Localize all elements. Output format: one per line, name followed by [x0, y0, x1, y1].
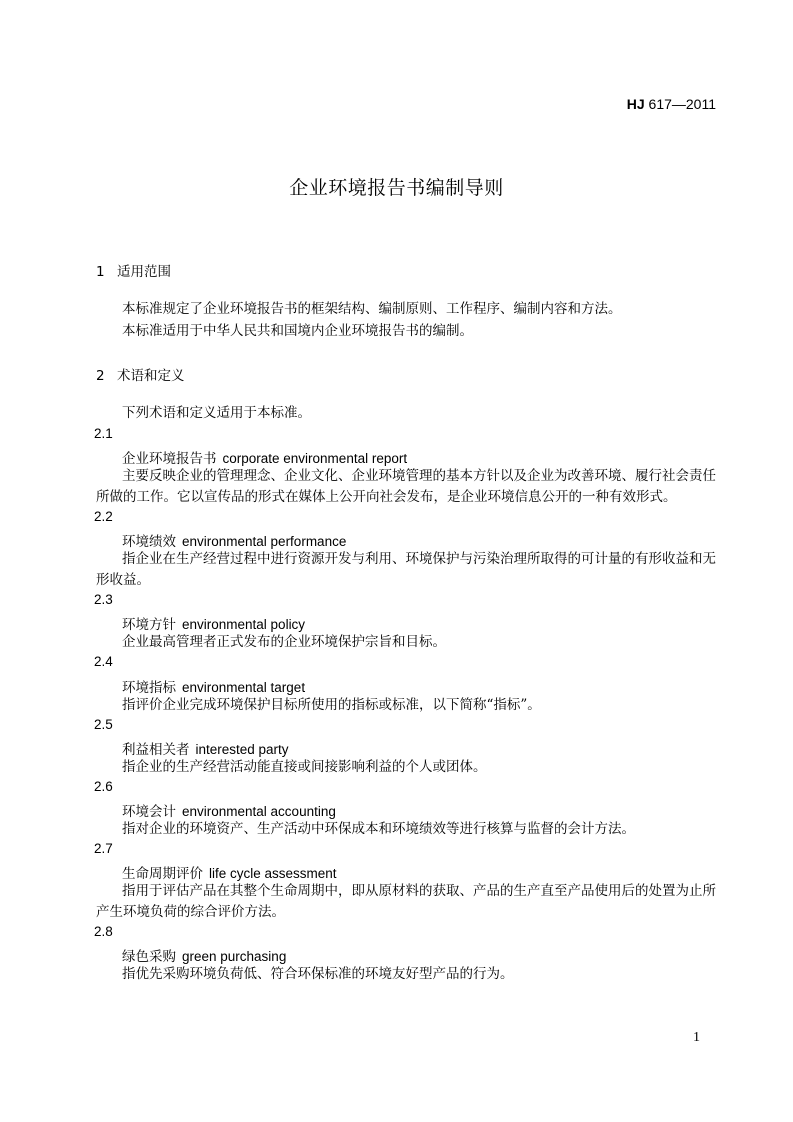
term-name: [122, 447, 407, 467]
term-definition: 指企业的生产经营活动能直接或间接影响利益的个人或团体。: [122, 759, 487, 775]
term-definition: 企业最高管理者正式发布的企业环境保护宗旨和目标。: [122, 634, 446, 650]
term-definition: 主要反映企业的管理理念、企业文化、企业环境管理的基本方针以及企业为改善环境、履行社会责任所做的工作。它以宣传品的形式在媒体上公开向社会发布，是企业环境信息公开的一种有效形式。: [96, 468, 716, 505]
term-number: 2.2: [94, 509, 113, 524]
section-number: 1: [96, 264, 105, 280]
term-name: [122, 676, 305, 696]
scope-paragraph-1: 本标准规定了企业环境报告书的框架结构、编制原则、工作程序、编制内容和方法。: [122, 301, 622, 317]
term-name-zh: 环境指标: [122, 680, 176, 696]
term-number: 2.3: [94, 592, 113, 607]
standard-code: [627, 96, 716, 112]
term-definition: 指企业在生产经营过程中进行资源开发与利用、环境保护与污染治理所取得的可计量的有形收益和无形收益。: [96, 551, 716, 588]
term-definition: 指对企业的环境资产、生产活动中环保成本和环境绩效等进行核算与监督的会计方法。: [122, 821, 635, 837]
term-number: 2.6: [94, 779, 113, 794]
document-title: 企业环境报告书编制导则: [289, 177, 504, 199]
term-definition: 指优先采购环境负荷低、符合环保标准的环境友好型产品的行为。: [122, 966, 514, 982]
term-name-en: green purchasing: [182, 949, 287, 964]
term-name-en: environmental performance: [182, 534, 347, 549]
term-number: 2.1: [94, 426, 113, 441]
term-name: [122, 945, 286, 965]
term-number: 2.7: [94, 841, 113, 856]
scope-paragraph-2: 本标准适用于中华人民共和国境内企业环境报告书的编制。: [122, 323, 473, 339]
terms-intro-paragraph: 下列术语和定义适用于本标准。: [122, 405, 311, 421]
term-name-en: life cycle assessment: [209, 866, 337, 881]
term-name-en: environmental target: [182, 680, 306, 695]
term-name-zh: 利益相关者: [122, 742, 190, 758]
term-name: [122, 800, 336, 820]
section-title: 适用范围: [117, 264, 171, 280]
term-name-zh: 企业环境报告书: [122, 451, 217, 467]
term-number: 2.4: [94, 654, 113, 669]
section-2-heading: [96, 364, 185, 384]
term-name-zh: 绿色采购: [122, 949, 176, 965]
term-name: [122, 530, 346, 550]
term-name-en: environmental accounting: [182, 804, 336, 819]
section-1-heading: [96, 260, 171, 280]
standard-number: 617—2011: [648, 96, 716, 112]
term-name-en: corporate environmental report: [222, 451, 408, 466]
term-name-zh: 环境会计: [122, 804, 176, 820]
page-number: 1: [693, 1030, 700, 1045]
term-name-en: interested party: [195, 742, 289, 757]
section-title: 术语和定义: [117, 368, 185, 384]
term-number: 2.5: [94, 717, 113, 732]
term-name-zh: 生命周期评价: [122, 866, 203, 882]
term-name: [122, 862, 337, 882]
standard-prefix: HJ: [626, 96, 645, 112]
term-name-en: environmental policy: [182, 617, 306, 632]
section-number: 2: [96, 368, 105, 384]
term-name-zh: 环境方针: [122, 617, 176, 633]
term-name: [122, 613, 305, 633]
term-name: [122, 738, 289, 758]
term-name-zh: 环境绩效: [122, 534, 176, 550]
term-definition: 指用于评估产品在其整个生命周期中，即从原材料的获取、产品的生产直至产品使用后的处置为止所产生环境负荷的综合评价方法。: [96, 883, 716, 920]
term-definition: 指评价企业完成环境保护目标所使用的指标或标准，以下简称“指标”。: [122, 697, 541, 713]
term-number: 2.8: [94, 924, 113, 939]
